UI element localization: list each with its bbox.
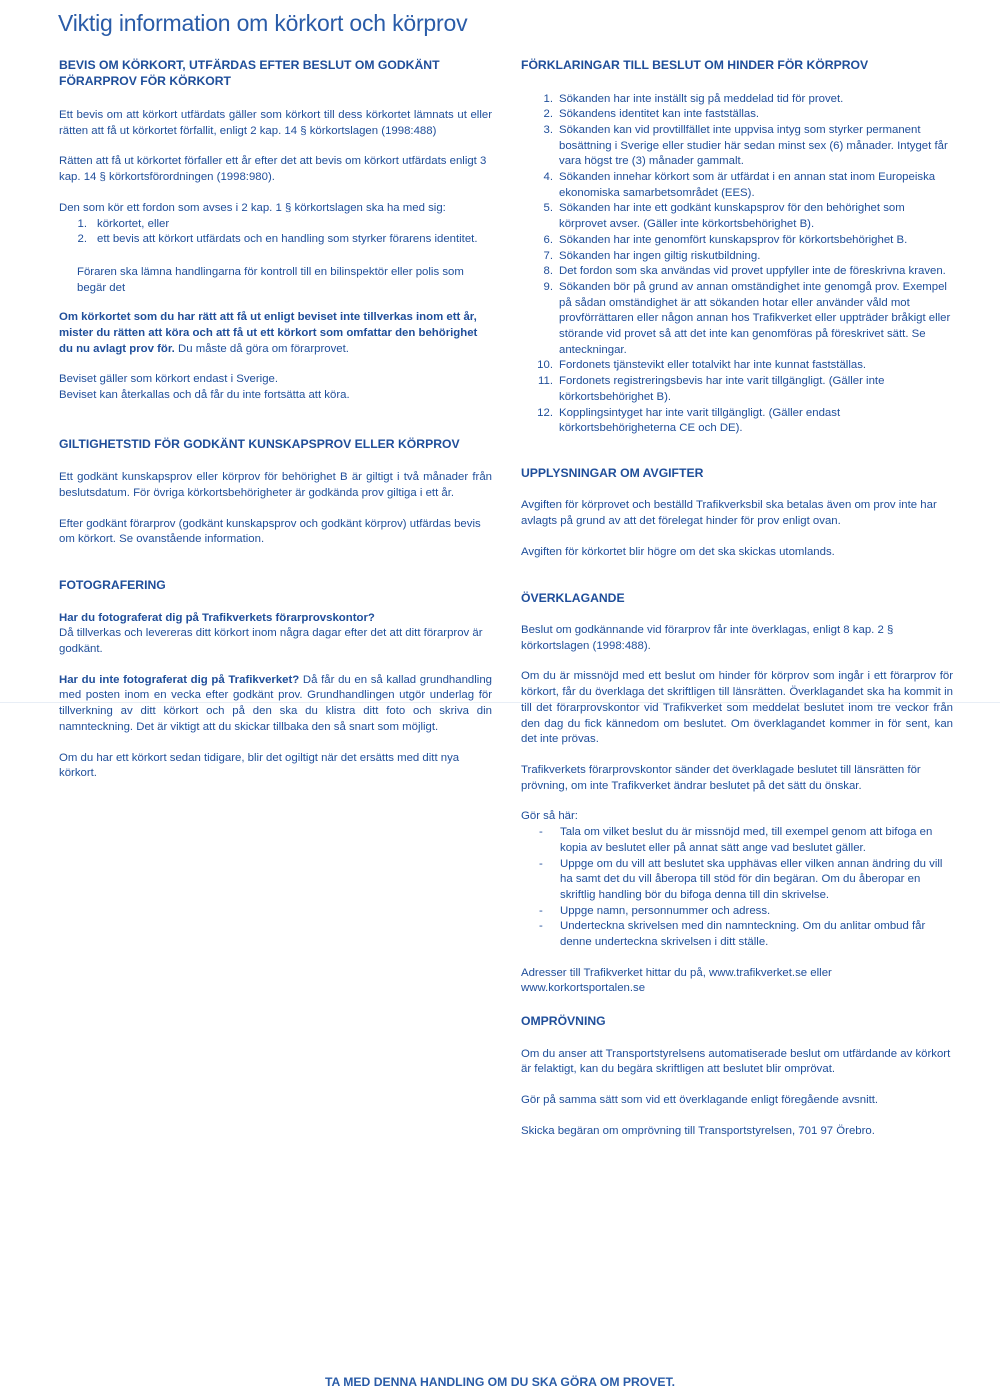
omprovning-paragraph-3: Skicka begäran om omprövning till Transportstyrelsen, 701 97 Örebro. [521,1124,875,1137]
bevis-list [59,217,492,248]
section-heading-bevis: BEVIS OM KÖRKORT, UTFÄRDAS EFTER BESLUT OM GODKÄNT FÖRARPROV FÖR KÖRKORT [59,58,440,88]
overklagande-paragraph-4: Gör så här: [521,810,578,823]
list-item: 8. Det fordon som ska användas vid provet uppfyller inte de föreskrivna kraven. [543,265,946,278]
foto-paragraph-3: Om du har ett körkort sedan tidigare, blir det ogiltigt när det ersätts med ditt nya körkort. [59,751,460,780]
foto-question-1: Har du fotograferat dig på Trafikverkets förarprovskontor? [59,611,375,624]
list-item: 12. Kopplingsintyget har inte varit tillgängligt. (Gäller endast körkortsbehörigheterna CE och DE). [537,406,841,435]
list-item: 10. Fordonets tjänstevikt eller totalvikt har inte kunnat fastställas. [537,359,867,372]
list-item: 1. Sökanden har inte inställt sig på meddelad tid för provet. [543,92,844,105]
avgifter-paragraph-2: Avgiften för körkortet blir högre om det ska skickas utomlands. [521,545,835,558]
section-heading-avgifter: UPPLYSNINGAR OM AVGIFTER [521,465,704,480]
omprovning-paragraph-1: Om du anser att Transportstyrelsens automatiserade beslut om utfärdande av körkort är felaktigt, kan du begära skriftligen att beslutet blir omprövat. [521,1047,951,1076]
section-heading-giltighet: GILTIGHETSTID FÖR GODKÄNT KUNSKAPSPROV ELLER KÖRPROV [59,436,460,451]
list-item: 2. ett bevis att körkort utfärdats och en handling som styrker förarens identitet. [77,233,478,246]
list-item: - Tala om vilket beslut du är missnöjd med, till exempel genom att bifoga en kopia av beslutet eller på annat sätt ange vad beslutet gäller. [539,826,933,854]
bevis-paragraph-3: Den som kör ett fordon som avses i 2 kap. 1 § körkortslagen ska ha med sig: [59,201,446,214]
bevis-paragraph-6a: Beviset gäller som körkort endast i Sverige. [59,373,279,386]
list-item: 9. Sökanden bör på grund av annan omständighet inte genomgå prov. Exempel på sådan omständighet är att sökanden hotar eller använder våld mot provförrättaren eller någon annan hos Trafikverket eller uppträder bråkigt eller störande vid provet så att det inte kan genomföras på föreskrivet sätt. Se anteckningar. [543,280,951,356]
page-title: Viktig information om körkort och körprov [58,10,468,36]
bevis-paragraph-5: Om körkortet som du har rätt att få ut enligt beviset inte tillverkas inom ett år, mister du rätten att köra och att få ut ett körkort som omfattar den behörighet du nu avlagt prov för. Du måste då göra om förarprovet. [59,311,478,355]
foto-answer-1: Då tillverkas och levereras ditt körkort inom några dagar efter det att ditt förarprov är godkänt. [59,627,483,656]
overklagande-paragraph-1: Beslut om godkännande vid förarprov får inte överklagas, enligt 8 kap. 2 § körkortslagen (1998:488). [521,624,894,652]
overklagande-paragraph-5: Adresser till Trafikverket hittar du på, www.trafikverket.se eller www.korkortsportalen.se [521,966,832,995]
bevis-paragraph-4: Föraren ska lämna handlingarna för kontroll till en bilinspektör eller polis som begär det [77,265,464,294]
list-item: 2. Sökandens identitet kan inte fastställas. [543,108,760,121]
list-item: 4. Sökanden innehar körkort som är utfärdat i en annan stat inom Europeiska ekonomiska samarbetsområdet (EES). [543,171,936,199]
overklagande-paragraph-2: Om du är missnöjd med ett beslut om hinder för körprov som ingår i ett förarprov för körkort, får du överklaga det skriftligen till länsrätten. Överklagandet ska ha kommit in till det förarprovskontor vid Trafikverket som meddelat beslutet inom tre veckor från den dag du fick kännedom om beslutet. Om överklagandet kommer in för sent, kan det inte prövas. [521,670,953,746]
omprovning-paragraph-2: Gör på samma sätt som vid ett överklagande enligt föregående avsnitt. [521,1094,879,1107]
avgifter-paragraph-1: Avgiften för körprovet och beställd Trafikverksbil ska betalas även om prov inte har avlagts på grund av att det förelegat hinder för prov enligt ovan. [521,499,937,528]
giltighet-paragraph-2: Efter godkänt förarprov (godkänt kunskapsprov och godkänt körprov) utfärdas bevis om körkort. Se ovanstående information. [59,517,481,546]
list-item: 3. Sökanden kan vid provtillfället inte uppvisa intyg som styrker permanent bosättning i Sverige eller studier här sedan minst sex (6) månader. Intyget får vara högst tre (3) månader gammalt. [543,123,948,168]
bevis-paragraph-1: Ett bevis om att körkort utfärdats gäller som körkort till dess körkortet lämnats ut eller rätten att få ut körkortet förfallit, enligt 2 kap. 14 § körkortslagen (1998:488) [59,109,492,137]
footer-notice: TA MED DENNA HANDLING OM DU SKA GÖRA OM PROVET. [324,1375,676,1389]
list-item: 6. Sökanden har inte genomfört kunskapsprov för körkortsbehörighet B. [543,233,908,246]
list-item: - Underteckna skrivelsen med din namnteckning. Om du anlitar ombud får denne underteckna skrivelsen i ditt ställe. [539,920,926,949]
left-column [59,58,492,782]
list-item: 5. Sökanden har inte ett godkänt kunskapsprov för den behörighet som körprovet avser. (Gäller inte körkortsbehörighet B). [543,202,905,231]
list-item: - Uppge om du vill att beslutet ska upphävas eller vilken annan ändring du vill ha samt det du vill åberopa till stöd för din begäran. Om du åberopar en skriftlig handling bör du bifoga denna till din skrivelse. [539,857,943,901]
list-item: 11. Fordonets registreringsbevis har inte varit tillgängligt. (Gäller inte körkortsbehörighet B). [538,375,885,403]
bevis-paragraph-2: Rätten att få ut körkortet förfaller ett år efter det att bevis om körkort utfärdats enligt 3 kap. 14 § körkortsförordningen (1998:980). [59,155,487,184]
giltighet-paragraph-1: Ett godkänt kunskapsprov eller körprov för behörighet B är giltigt i två månader från beslutsdatum. För övriga körkortsbehörigheter är godkända prov giltiga i ett år. [59,471,492,500]
right-column [521,58,953,1139]
section-heading-hinder: FÖRKLARINGAR TILL BESLUT OM HINDER FÖR KÖRPROV [521,58,869,72]
section-heading-overklagande: ÖVERKLAGANDE [521,590,625,605]
list-item: - Uppge namn, personnummer och adress. [539,904,771,917]
section-heading-foto: FOTOGRAFERING [59,578,166,593]
section-heading-omprovning: OMPRÖVNING [521,1014,606,1029]
overklagande-steps [521,825,953,951]
foto-paragraph-2: Har du inte fotograferat dig på Trafikverket? Då får du en så kallad grundhandling med posten inom en vecka efter godkänt prov. Grundhandlingen utgör underlag för tillverkning av ditt körkort och på den ska du klistra ditt foto och skriva din namnteckning. Det är viktigt att du skickar tillbaka den så snart som möjligt. [59,673,492,733]
bevis-paragraph-6b: Beviset kan återkallas och då får du inte fortsätta att köra. [59,389,350,402]
list-item: 7. Sökanden har ingen giltig riskutbildning. [543,249,761,262]
overklagande-paragraph-3: Trafikverkets förarprovskontor sänder det överklagade beslutet till länsrätten för prövning, om inte Trafikverket ändrar beslutet på det sätt du önskar. [521,764,921,792]
hinder-list [521,92,953,437]
list-item: 1. körkortet, eller [77,217,170,230]
